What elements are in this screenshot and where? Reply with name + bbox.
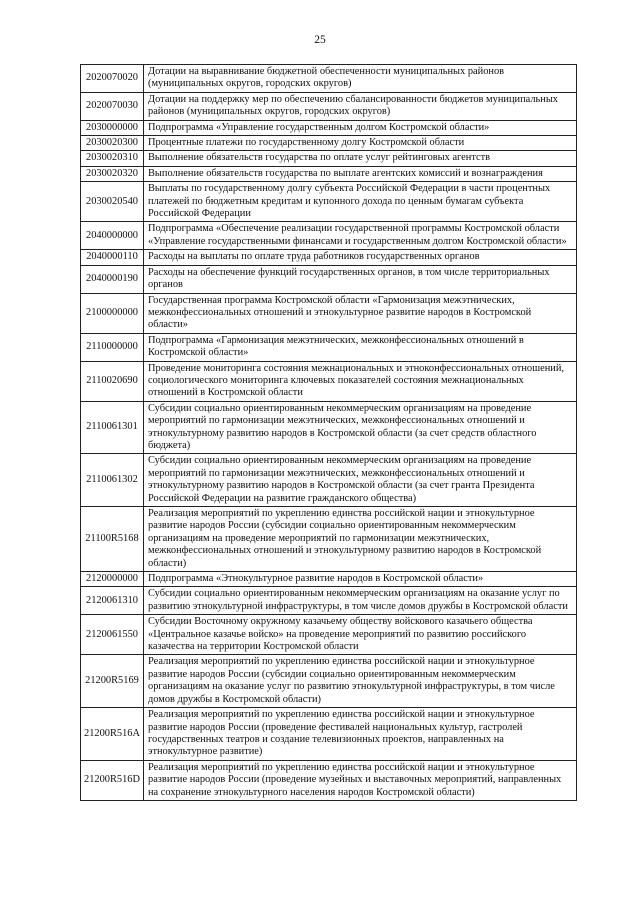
table-row: [81, 615, 577, 655]
row-description-cell: Выплаты по государственному долгу субъекта Российской Федерации в части процентных платежей по бюджетным кредитам и купонного дохода по ценным бумагам субъекта Российской Федерации: [144, 182, 577, 222]
row-description-cell: Выполнение обязательств государства по выплате агентских комиссий и вознаграждения: [144, 166, 577, 181]
row-description-cell: Расходы на выплаты по оплате труда работников государственных органов: [144, 250, 577, 265]
table-row: [81, 454, 577, 507]
row-code-cell: 2110020690: [81, 361, 144, 401]
row-code-cell: 2040000000: [81, 222, 144, 250]
row-code-cell: 2110061301: [81, 401, 144, 454]
table-row: [81, 760, 577, 800]
table-row: [81, 166, 577, 181]
table-row: [81, 655, 577, 708]
row-description-cell: Реализация мероприятий по укреплению единства российской нации и этнокультурное развитие народов России (субсидии социально ориентированным некоммерческим организациям на оказание услуг по развитию этнокультурной инфраструктуры, в том числе домов дружбы в Костромской области): [144, 655, 577, 708]
row-code-cell: 21200R5169: [81, 655, 144, 708]
row-description-cell: Субсидии социально ориентированным некоммерческим организациям на проведение мероприятий по гармонизации межэтнических, межконфессиональных отношений и этнокультурному развитию народов в Костромской области (за счет средств областного бюджета): [144, 401, 577, 454]
row-code-cell: 2020070020: [81, 65, 144, 93]
row-code-cell: 2030020320: [81, 166, 144, 181]
table-row: [81, 151, 577, 166]
table-row: [81, 293, 577, 333]
table-row: [81, 572, 577, 587]
table-row: [81, 222, 577, 250]
row-code-cell: 2030000000: [81, 120, 144, 135]
row-description-cell: Субсидии социально ориентированным некоммерческим организациям на оказание услуг по развитию этнокультурной инфраструктуры, в том числе домов дружбы в Костромской области: [144, 587, 577, 615]
table-row: [81, 361, 577, 401]
row-description-cell: Подпрограмма «Обеспечение реализации государственной программы Костромской области «Управление государственными финансами и государственным долгом Костромской области»: [144, 222, 577, 250]
row-code-cell: 2120000000: [81, 572, 144, 587]
row-description-cell: Реализация мероприятий по укреплению единства российской нации и этнокультурное развитие народов России (проведение фестивалей национальных культур, гастролей государственных театров и создание телевизионных проектов, направленных на этнокультурное развитие): [144, 708, 577, 761]
table-row: [81, 333, 577, 361]
row-code-cell: 2040000190: [81, 265, 144, 293]
budget-codes-table: [80, 64, 577, 801]
table-row: [81, 92, 577, 120]
page-number: 25: [314, 34, 326, 46]
table-row: [81, 708, 577, 761]
row-description-cell: Реализация мероприятий по укреплению единства российской нации и этнокультурное развитие народов России (субсидии социально ориентированным некоммерческим организациям на проведение мероприятий по гармонизации межэтнических, межконфессиональных отношений и этнокультурному развитию народов в Костромской области): [144, 507, 577, 572]
row-description-cell: Подпрограмма «Гармонизация межэтнических, межконфессиональных отношений в Костромской области»: [144, 333, 577, 361]
row-code-cell: 2030020540: [81, 182, 144, 222]
row-code-cell: 21200R516A: [81, 708, 144, 761]
row-description-cell: Реализация мероприятий по укреплению единства российской нации и этнокультурное развитие народов России (проведение музейных и выставочных мероприятий, направленных на сохранение этнокультурного населения народов Костромской области): [144, 760, 577, 800]
row-description-cell: Подпрограмма «Этнокультурное развитие народов в Костромской области»: [144, 572, 577, 587]
table-row: [81, 265, 577, 293]
row-description-cell: Выполнение обязательств государства по оплате услуг рейтинговых агентств: [144, 151, 577, 166]
row-description-cell: Подпрограмма «Управление государственным долгом Костромской области»: [144, 120, 577, 135]
row-code-cell: 2020070030: [81, 92, 144, 120]
row-code-cell: 21100R5168: [81, 507, 144, 572]
row-code-cell: 2100000000: [81, 293, 144, 333]
table-row: [81, 401, 577, 454]
table-row: [81, 182, 577, 222]
row-description-cell: Дотации на выравнивание бюджетной обеспеченности муниципальных районов (муниципальных округов, городских округов): [144, 65, 577, 93]
row-code-cell: 21200R516D: [81, 760, 144, 800]
row-description-cell: Государственная программа Костромской области «Гармонизация межэтнических, межконфессиональных отношений и этнокультурное развитие народов в Костромской области»: [144, 293, 577, 333]
table-row: [81, 587, 577, 615]
table-row: [81, 65, 577, 93]
row-description-cell: Расходы на обеспечение функций государственных органов, в том числе территориальных органов: [144, 265, 577, 293]
row-description-cell: Проведение мониторинга состояния межнациональных и этноконфессиональных отношений, социологического мониторинга ключевых показателей состояния межнациональных отношений в Костромской области: [144, 361, 577, 401]
table-row: [81, 120, 577, 135]
row-description-cell: Субсидии социально ориентированным некоммерческим организациям на проведение мероприятий по гармонизации межэтнических, межконфессиональных отношений и этнокультурному развитию народов в Костромской области (за счет гранта Президента Российской Федерации на развитие гражданского общества): [144, 454, 577, 507]
row-description-cell: Субсидии Восточному окружному казачьему обществу войскового казачьего общества «Центральное казачье войско» на проведение мероприятий по развитию российского казачества на территории Костромской области: [144, 615, 577, 655]
row-code-cell: 2110000000: [81, 333, 144, 361]
table-row: [81, 250, 577, 265]
row-code-cell: 2030020300: [81, 136, 144, 151]
table-row: [81, 136, 577, 151]
row-code-cell: 2120061310: [81, 587, 144, 615]
row-code-cell: 2040000110: [81, 250, 144, 265]
row-code-cell: 2110061302: [81, 454, 144, 507]
table-row: [81, 507, 577, 572]
row-description-cell: Процентные платежи по государственному долгу Костромской области: [144, 136, 577, 151]
row-code-cell: 2120061550: [81, 615, 144, 655]
row-code-cell: 2030020310: [81, 151, 144, 166]
row-description-cell: Дотации на поддержку мер по обеспечению сбалансированности бюджетов муниципальных районов (муниципальных округов, городских округов): [144, 92, 577, 120]
